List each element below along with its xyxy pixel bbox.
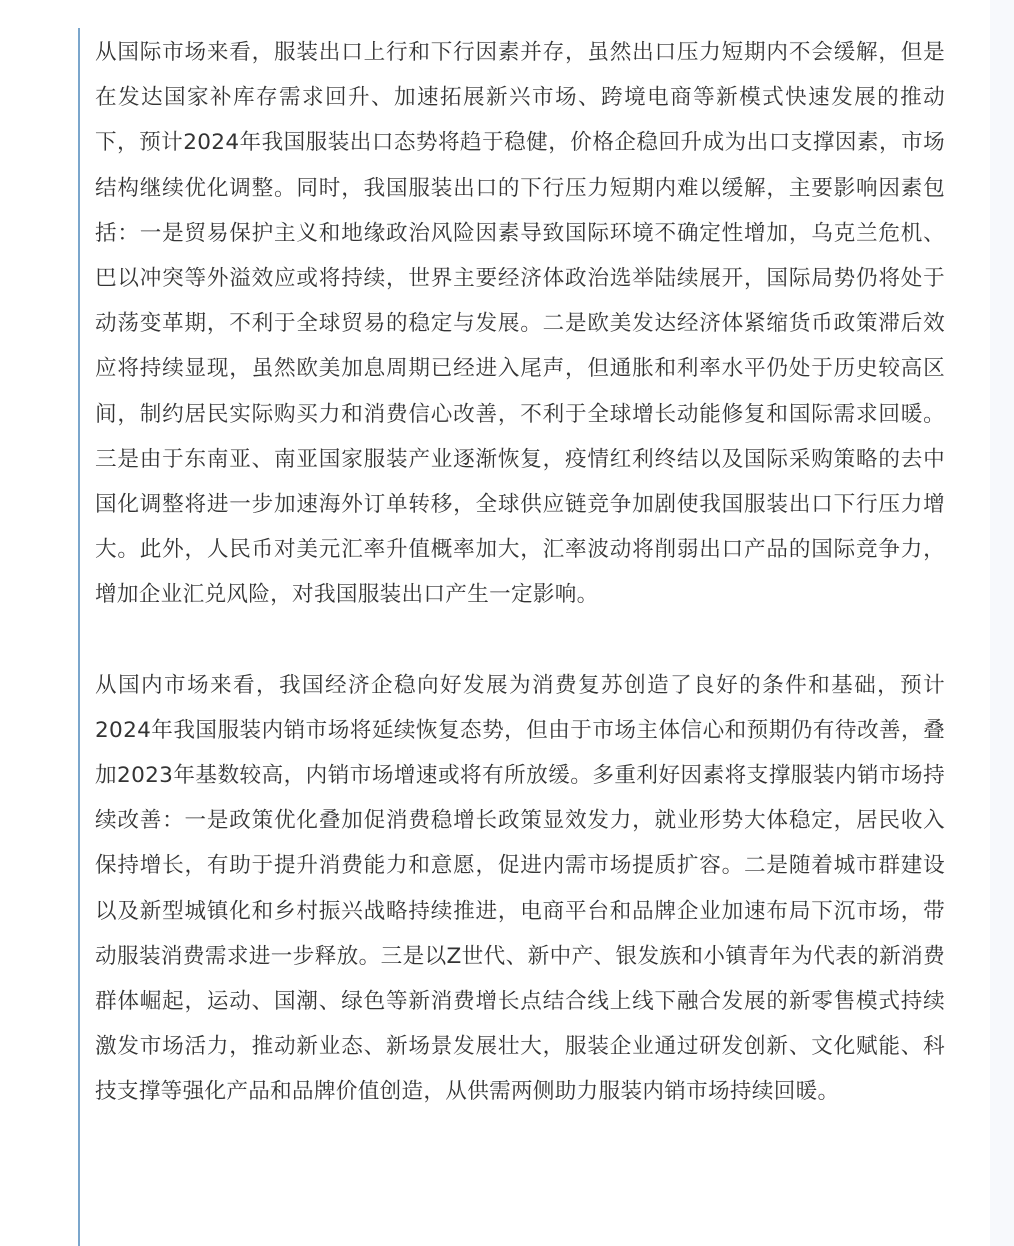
paragraph-international-market: 从国际市场来看，服装出口上行和下行因素并存，虽然出口压力短期内不会缓解，但是在发达国家补库存需求回升、加速拓展新兴市场、跨境电商等新模式快速发展的推动下，预计2024年我国服装出口态势将趋于稳健，价格企稳回升成为出口支撑因素，市场结构继续优化调整。同时，我国服装出口的下行压力短期内难以缓解，主要影响因素包括：一是贸易保护主义和地缘政治风险因素导致国际环境不确定性增加，乌克兰危机、巴以冲突等外溢效应或将持续，世界主要经济体政治选举陆续展开，国际局势仍将处于动荡变革期，不利于全球贸易的稳定与发展。二是欧美发达经济体紧缩货币政策滞后效应将持续显现，虽然欧美加息周期已经进入尾声，但通胀和利率水平仍处于历史较高区间，制约居民实际购买力和消费信心改善，不利于全球增长动能修复和国际需求回暖。三是由于东南亚、南亚国家服装产业逐渐恢复，疫情红利终结以及国际采购策略的去中国化调整将进一步加速海外订单转移，全球供应链竞争加剧使我国服装出口下行压力增大。此外，人民币对美元汇率升值概率加大，汇率波动将削弱出口产品的国际竞争力，增加企业汇兑风险，对我国服装出口产生一定影响。 — [95, 40, 945, 608]
article-body — [95, 30, 945, 1115]
quote-rule — [78, 28, 80, 1246]
paragraph-domestic-market: 从国内市场来看，我国经济企稳向好发展为消费复苏创造了良好的条件和基础，预计2024年我国服装内销市场将延续恢复态势，但由于市场主体信心和预期仍有待改善，叠加2023年基数较高，内销市场增速或将有所放缓。多重利好因素将支撑服装内销市场持续改善：一是政策优化叠加促消费稳增长政策显效发力，就业形势大体稳定，居民收入保持增长，有助于提升消费能力和意愿，促进内需市场提质扩容。二是随着城市群建设以及新型城镇化和乡村振兴战略持续推进，电商平台和品牌企业加速布局下沉市场，带动服装消费需求进一步释放。三是以Z世代、新中产、银发族和小镇青年为代表的新消费群体崛起，运动、国潮、绿色等新消费增长点结合线上线下融合发展的新零售模式持续激发市场活力，推动新业态、新场景发展壮大，服装企业通过研发创新、文化赋能、科技支撑等强化产品和品牌价值创造，从供需两侧助力服装内销市场持续回暖。 — [95, 672, 945, 1105]
